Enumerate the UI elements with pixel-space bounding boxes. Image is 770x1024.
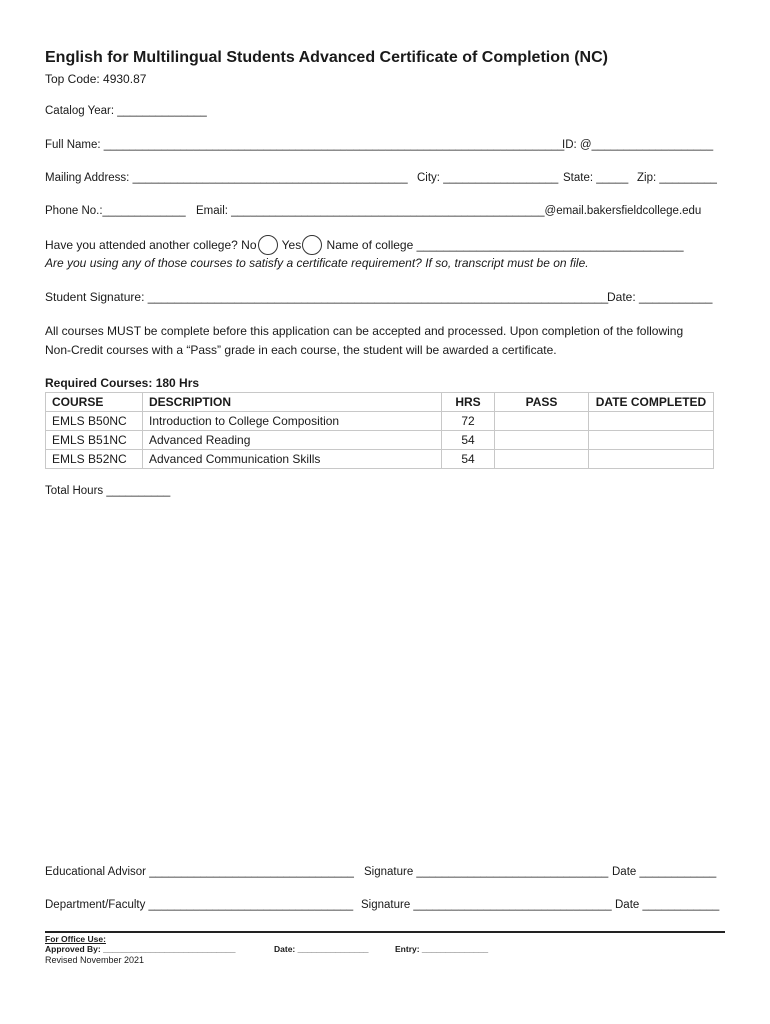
advisor-date-field[interactable]: Date ____________ [612,866,717,878]
col-pass: PASS [495,393,589,412]
col-hrs: HRS [442,393,495,412]
instructions-line-1: All courses MUST be complete before this application can be accepted and processed. Upon completion of the following [45,324,684,338]
transcript-note: Are you using any of those courses to satisfy a certificate requirement? If so, transcript must be on file. [45,256,589,270]
col-date-completed: DATE COMPLETED [589,393,714,412]
revised-date: Revised November 2021 [45,955,145,965]
course-hrs: 54 [442,450,495,469]
department-signature-field[interactable]: Signature _______________________________ [361,899,612,911]
no-label: No [241,238,257,252]
table-header-row [46,393,714,412]
pass-cell[interactable] [495,431,589,450]
entry-field[interactable]: Entry: ______________ [395,944,489,954]
email-field[interactable]: Email: _________________________________________________@email.bakersfieldcollege.edu [196,205,702,217]
no-radio[interactable] [258,235,278,255]
course-code: EMLS B50NC [46,412,143,431]
date-completed-cell[interactable] [589,412,714,431]
date-completed-cell[interactable] [589,431,714,450]
zip-field[interactable]: Zip: _________ [637,172,717,184]
department-field[interactable]: Department/Faculty ________________________________ [45,899,354,911]
student-signature-field[interactable]: Student Signature: _____________________________________________________________________ [45,290,609,304]
signature-date-field[interactable]: Date: ___________ [607,290,713,304]
course-hrs: 54 [442,431,495,450]
course-description: Advanced Reading [143,431,442,450]
attended-question: Have you attended another college? [45,238,238,252]
catalog-year-field[interactable]: Catalog Year: ______________ [45,105,207,117]
table-row [46,431,714,450]
divider [45,931,725,933]
date-completed-cell[interactable] [589,450,714,469]
course-description: Advanced Communication Skills [143,450,442,469]
course-hrs: 72 [442,412,495,431]
required-courses-heading: Required Courses: 180 Hrs [45,376,200,390]
col-description: DESCRIPTION [143,393,442,412]
phone-field[interactable]: Phone No.:_____________ [45,205,186,217]
page-title: English for Multilingual Students Advanced Certificate of Completion (NC) [45,49,608,66]
instructions-line-2: Non-Credit courses with a “Pass” grade in each course, the student will be awarded a certificate. [45,343,557,357]
office-date-field[interactable]: Date: _______________ [274,944,369,954]
yes-label: Yes [281,238,302,252]
yes-radio[interactable] [302,235,322,255]
advisor-field[interactable]: Educational Advisor ________________________________ [45,866,354,878]
name-of-college-field[interactable]: Name of college ________________________________________ [326,238,684,252]
mailing-address-field[interactable]: Mailing Address: ___________________________________________ [45,172,408,184]
department-date-field[interactable]: Date ____________ [615,899,720,911]
courses-table [45,392,714,469]
course-description: Introduction to College Composition [143,412,442,431]
approved-by-field[interactable]: Approved By: ____________________________ [45,944,236,954]
col-course: COURSE [46,393,143,412]
attended-college-row [45,235,684,255]
state-field[interactable]: State: _____ [563,172,629,184]
student-id-field[interactable]: ID: @___________________ [562,139,714,151]
course-code: EMLS B52NC [46,450,143,469]
city-field[interactable]: City: __________________ [417,172,559,184]
office-use-heading: For Office Use: [45,934,106,944]
table-row [46,412,714,431]
total-hours-field[interactable]: Total Hours __________ [45,485,171,497]
course-code: EMLS B51NC [46,431,143,450]
advisor-signature-field[interactable]: Signature ______________________________ [364,866,609,878]
full-name-field[interactable]: Full Name: ________________________________________________________________________ [45,139,565,151]
pass-cell[interactable] [495,450,589,469]
pass-cell[interactable] [495,412,589,431]
table-row [46,450,714,469]
top-code: Top Code: 4930.87 [45,72,147,86]
